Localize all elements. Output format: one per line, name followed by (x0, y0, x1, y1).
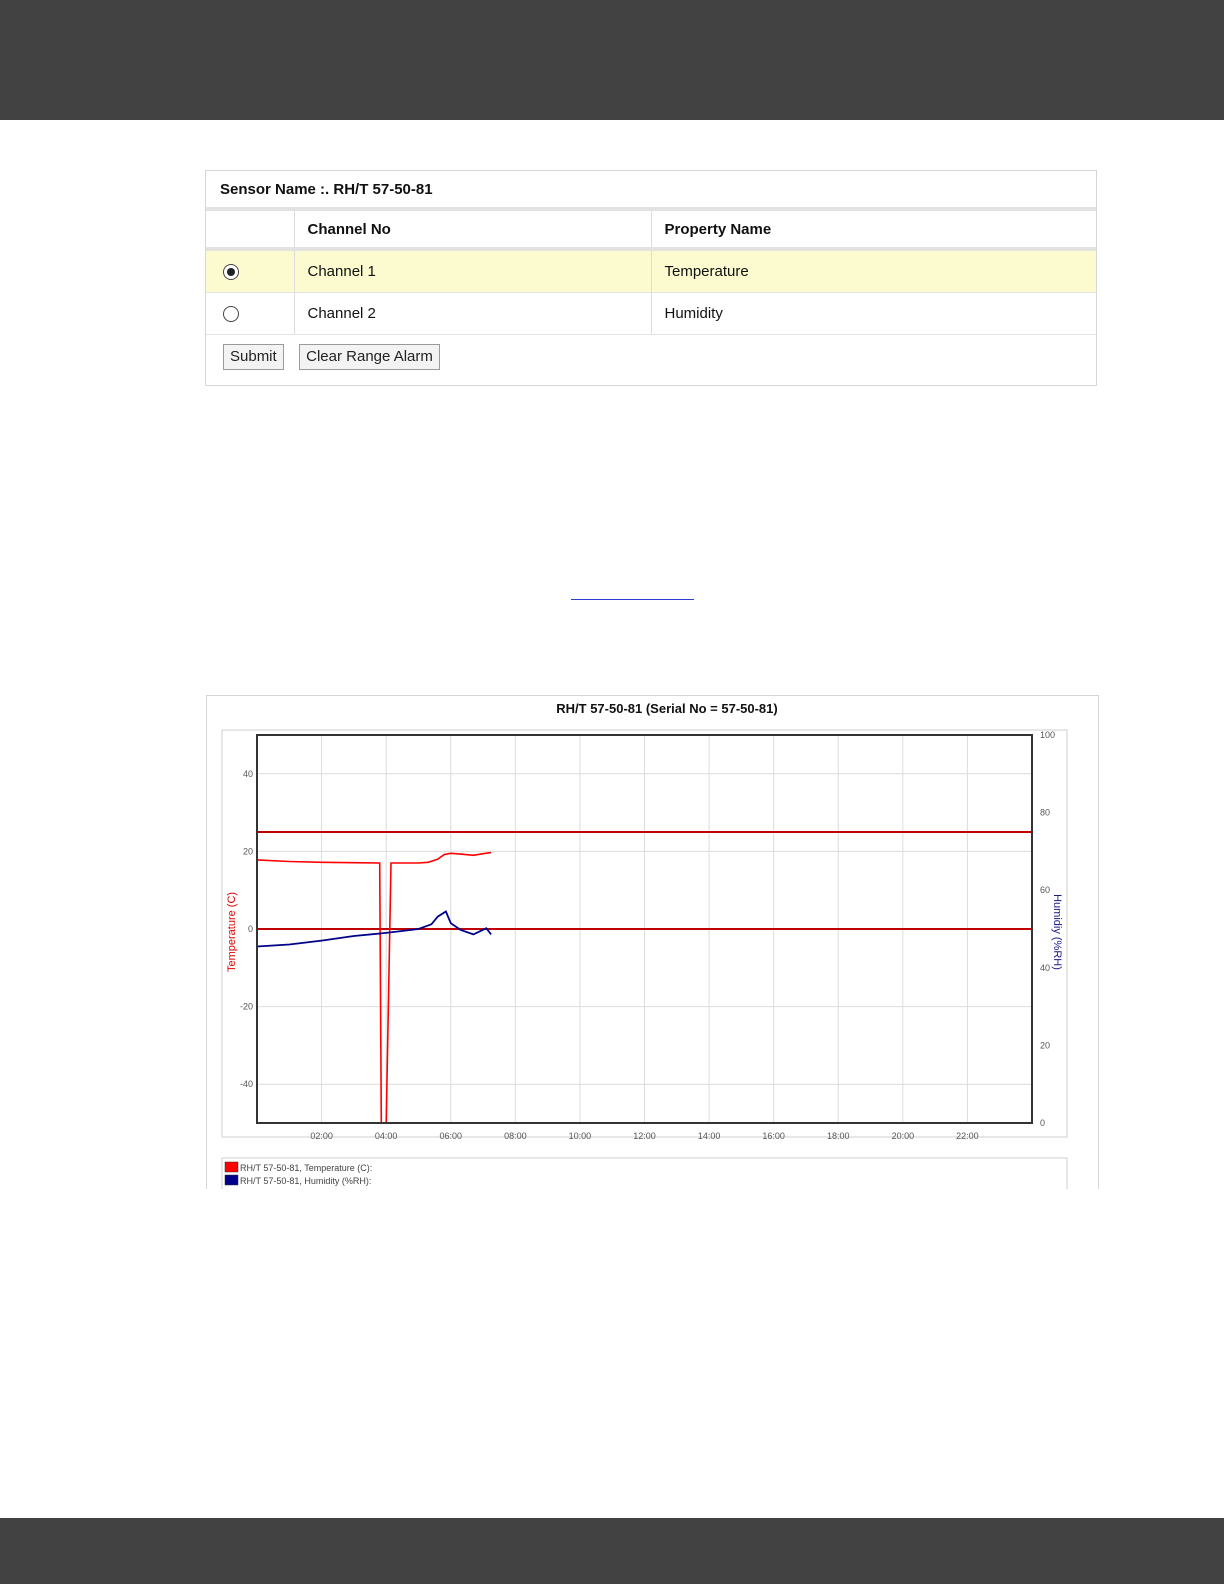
table-header-row (206, 211, 1096, 249)
x-tick-label: 02:00 (310, 1131, 333, 1141)
chart-container (206, 695, 1099, 1189)
x-tick-label: 14:00 (697, 1131, 721, 1141)
legend-label: RH/T 57-50-81, Humidity (%RH): (240, 1176, 372, 1186)
sensor-channel-panel (205, 170, 1097, 386)
x-tick-labels (310, 1131, 978, 1141)
legend-label: RH/T 57-50-81, Temperature (C): (240, 1163, 373, 1173)
right-tick-label: 40 (1040, 962, 1051, 973)
property-name-column-header: Property Name (651, 211, 1096, 249)
legend-swatch (225, 1175, 238, 1185)
channel-no-column-header: Channel No (294, 211, 651, 249)
left-tick-label: 0 (247, 924, 253, 934)
right-tick-label: 20 (1040, 1040, 1051, 1051)
right-tick-label: 100 (1040, 730, 1056, 740)
channel-cell: Channel 1 (294, 249, 651, 293)
x-tick-label: 04:00 (374, 1131, 398, 1141)
select-column-header (206, 211, 294, 249)
radio-cell[interactable] (206, 293, 294, 335)
clear-range-alarm-button[interactable]: Clear Range Alarm (299, 344, 440, 370)
table-row-channel-1[interactable] (206, 249, 1096, 293)
submit-button[interactable]: Submit (223, 344, 284, 370)
left-tick-label: 40 (242, 768, 253, 779)
link-underline[interactable] (571, 599, 694, 600)
right-axis-label: Humidiy (%RH) (1051, 894, 1063, 970)
table-row-channel-2[interactable] (206, 293, 1096, 335)
x-tick-label: 16:00 (762, 1131, 785, 1141)
legend-swatch (225, 1162, 238, 1172)
footer-bar (0, 1518, 1224, 1584)
x-tick-label: 12:00 (633, 1131, 656, 1141)
channel-cell: Channel 2 (294, 293, 651, 335)
chart-svg (207, 696, 1098, 1189)
left-tick-label: 20 (242, 846, 253, 857)
chart-title: RH/T 57-50-81 (Serial No = 57-50-81) (556, 701, 778, 716)
x-tick-label: 06:00 (439, 1131, 463, 1141)
left-tick-label: -20 (239, 1001, 253, 1012)
button-row (206, 335, 1096, 370)
top-header-bar (0, 0, 1224, 120)
channel-1-radio[interactable] (223, 264, 239, 280)
series-lines (257, 853, 491, 1123)
x-tick-label: 22:00 (956, 1131, 979, 1141)
channel-table (206, 211, 1096, 335)
left-tick-label: -40 (239, 1079, 253, 1090)
radio-cell[interactable] (206, 249, 294, 293)
x-tick-label: 10:00 (568, 1131, 592, 1141)
channel-2-radio[interactable] (223, 306, 239, 322)
left-axis-label: Temperature (C) (226, 891, 238, 973)
right-tick-label: 60 (1040, 885, 1051, 896)
right-tick-label: 80 (1040, 807, 1051, 818)
property-cell: Humidity (651, 293, 1096, 335)
right-tick-label: 0 (1040, 1118, 1046, 1128)
x-tick-label: 20:00 (891, 1131, 915, 1141)
sensor-name-title: Sensor Name :. RH/T 57-50-81 (206, 171, 1096, 211)
property-cell: Temperature (651, 249, 1096, 293)
left-axis-tick-labels (240, 769, 253, 1089)
x-tick-label: 08:00 (504, 1131, 527, 1141)
temperature-series-line (257, 853, 491, 1123)
x-tick-label: 18:00 (826, 1131, 850, 1141)
